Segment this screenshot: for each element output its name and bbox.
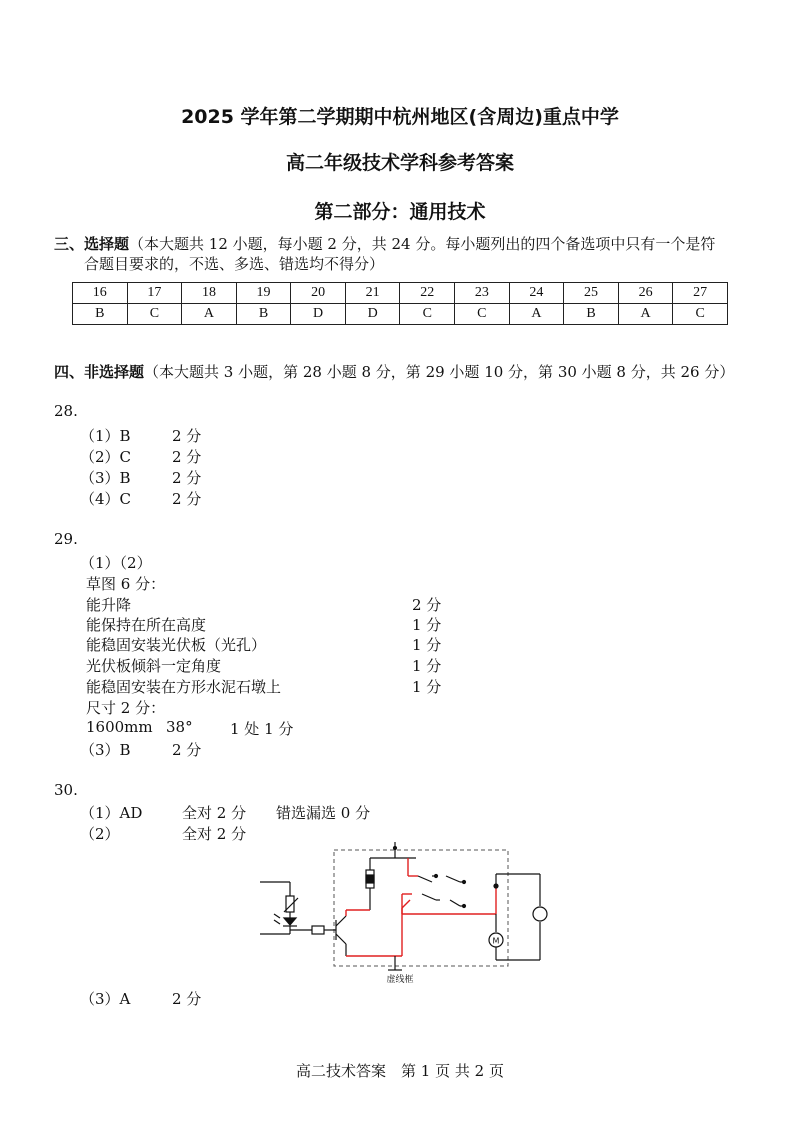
q30-sub2-score: 全对 2 分	[182, 825, 247, 843]
question-number: 16	[73, 283, 128, 304]
section4-desc: （本大题共 3 小题，第 28 小题 8 分，第 29 小题 10 分，第 30 小题 8 分，共 26 分）	[144, 363, 735, 381]
motor-icon	[489, 914, 503, 960]
q29-sub3: （3）B	[80, 741, 131, 759]
question-number: 22	[400, 283, 455, 304]
question-number: 20	[291, 283, 346, 304]
q29-criterion-5-score: 1 分	[412, 678, 442, 696]
q28-item-2: （2）C	[80, 448, 132, 466]
q28-item-2-score: 2 分	[172, 448, 202, 466]
answer-cell: B	[236, 304, 291, 325]
circuit-diagram	[250, 838, 560, 988]
q29-dimension-a: 1600mm	[86, 718, 153, 736]
answer-cell: D	[291, 304, 346, 325]
q29-sketch-title: 草图 6 分：	[86, 575, 166, 593]
answer-table-answer-row	[73, 304, 728, 325]
q29-dimension-b: 38°	[166, 718, 193, 736]
answer-cell: B	[73, 304, 128, 325]
page-footer: 高二技术答案 第 1 页 共 2 页	[296, 1062, 504, 1080]
transistor	[336, 916, 346, 956]
section4-header	[54, 361, 734, 382]
base-resistor	[312, 926, 324, 934]
q30-sub3-score: 2 分	[172, 990, 202, 1008]
q29-criterion-1: 能升降	[86, 596, 132, 614]
q29-sub3-score: 2 分	[172, 741, 202, 759]
answer-cell: C	[127, 304, 182, 325]
q30-sub1: （1）AD	[80, 804, 143, 822]
dashed-box	[334, 850, 508, 966]
answer-cell: B	[564, 304, 619, 325]
answer-cell: A	[509, 304, 564, 325]
answer-cell: A	[618, 304, 673, 325]
title-part: 第二部分：通用技术	[314, 201, 486, 223]
q30-number: 30.	[54, 781, 78, 799]
q28-item-4-score: 2 分	[172, 490, 202, 508]
q28-item-1-score: 2 分	[172, 427, 202, 445]
answer-table-number-row	[73, 283, 728, 304]
question-number: 27	[673, 283, 728, 304]
q29-sub12: （1）（2）	[80, 554, 152, 572]
section3-heading: 三、选择题	[54, 235, 130, 253]
dashed-box-label: 虚线框	[386, 975, 414, 985]
q29-number: 29.	[54, 530, 78, 548]
answer-cell: A	[182, 304, 237, 325]
question-number: 21	[345, 283, 400, 304]
section3-desc-line2: 合题目要求的，不选、多选、错选均不得分）	[84, 255, 385, 273]
q29-criterion-3-score: 1 分	[412, 636, 442, 654]
answer-table	[72, 282, 728, 325]
q29-criterion-4-score: 1 分	[412, 657, 442, 675]
q28-item-1: （1）B	[80, 427, 131, 445]
answer-cell: C	[400, 304, 455, 325]
q29-criterion-4: 光伏板倾斜一定角度	[86, 657, 222, 675]
q28-item-3-score: 2 分	[172, 469, 202, 487]
q30-sub1-note: 错选漏选 0 分	[276, 804, 371, 822]
title-subject: 高二年级技术学科参考答案	[285, 152, 514, 174]
q30-sub1-score: 全对 2 分	[182, 804, 247, 822]
q28-item-3: （3）B	[80, 469, 131, 487]
question-number: 18	[182, 283, 237, 304]
q28-item-4: （4）C	[80, 490, 132, 508]
answer-cell: D	[345, 304, 400, 325]
q29-criterion-1-score: 2 分	[412, 596, 442, 614]
q29-dimension-c: 1 处 1 分	[230, 720, 294, 738]
answer-cell: C	[673, 304, 728, 325]
external-lamp-loop	[496, 874, 547, 960]
question-number: 26	[618, 283, 673, 304]
question-number: 25	[564, 283, 619, 304]
svg-text:M: M	[492, 936, 500, 946]
q28-number: 28.	[54, 402, 78, 420]
q29-criterion-2-score: 1 分	[412, 616, 442, 634]
question-number: 17	[127, 283, 182, 304]
ground-symbol	[388, 956, 402, 970]
q29-dimension-title: 尺寸 2 分：	[86, 699, 166, 717]
section3-header	[54, 233, 715, 254]
section4-heading: 四、非选择题	[54, 363, 145, 381]
q30-sub2: （2）	[80, 825, 120, 843]
question-number: 19	[236, 283, 291, 304]
question-number: 23	[455, 283, 510, 304]
q29-criterion-3: 能稳固安装光伏板（光孔）	[86, 636, 267, 654]
q29-criterion-2: 能保持在所在高度	[86, 616, 207, 634]
answer-cell: C	[455, 304, 510, 325]
sensor-branch	[260, 882, 312, 934]
q29-criterion-5: 能稳固安装在方形水泥石墩上	[86, 678, 282, 696]
relay-switch	[418, 874, 498, 908]
question-number: 24	[509, 283, 564, 304]
section3-desc-line1: （本大题共 12 小题，每小题 2 分，共 24 分。每小题列出的四个备选项中只有一个是符	[129, 235, 716, 253]
q30-sub3: （3）A	[80, 990, 131, 1008]
title-school: 2025 学年第二学期期中杭州地区(含周边)重点中学	[181, 106, 619, 128]
